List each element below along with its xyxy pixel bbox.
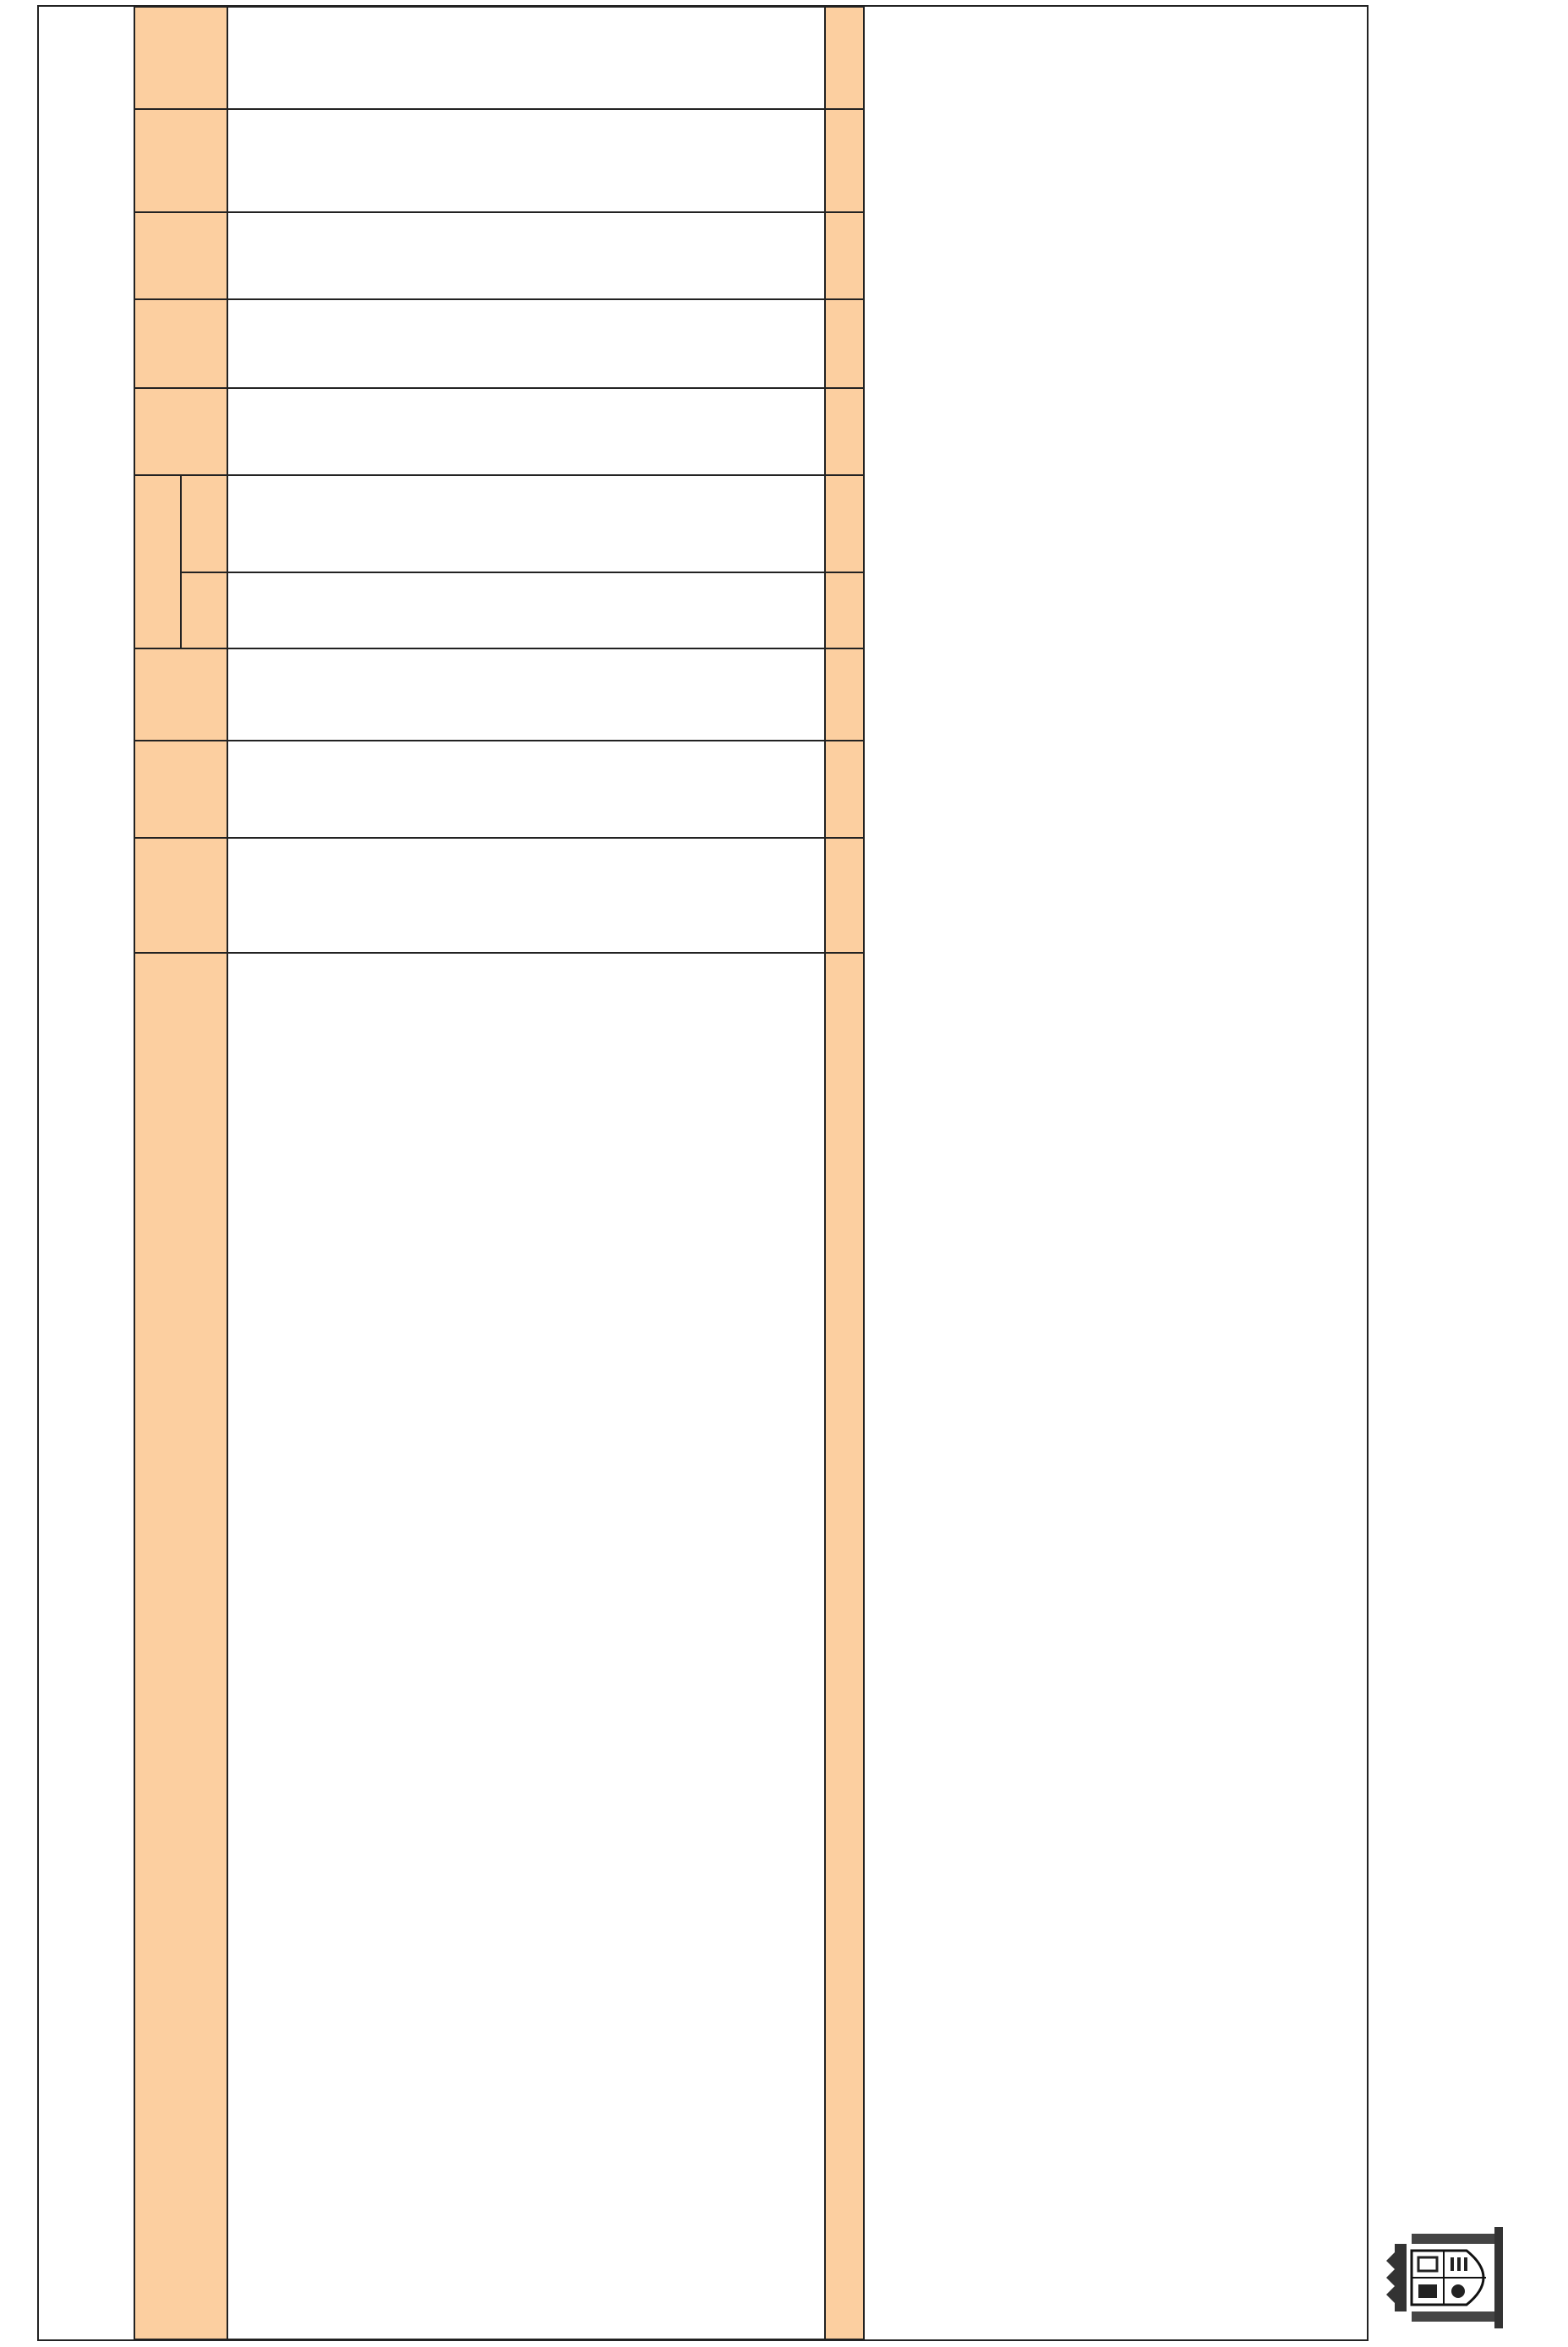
transfer-split-line xyxy=(180,476,182,649)
totals-band xyxy=(39,7,132,2339)
column-divider xyxy=(134,740,865,741)
column-divider xyxy=(134,387,865,389)
column-divider xyxy=(134,837,865,839)
header-divider xyxy=(227,6,228,2340)
column-divider xyxy=(134,298,865,300)
header-band xyxy=(1202,7,1367,2339)
column-divider xyxy=(134,474,865,476)
table-border xyxy=(134,6,865,2340)
coat-of-arms-icon xyxy=(1386,2218,1513,2337)
column-divider xyxy=(180,572,865,573)
column-divider xyxy=(134,108,865,110)
column-divider xyxy=(134,211,865,213)
totals-divider xyxy=(824,6,826,2340)
column-divider xyxy=(134,648,865,649)
column-divider xyxy=(134,952,865,954)
